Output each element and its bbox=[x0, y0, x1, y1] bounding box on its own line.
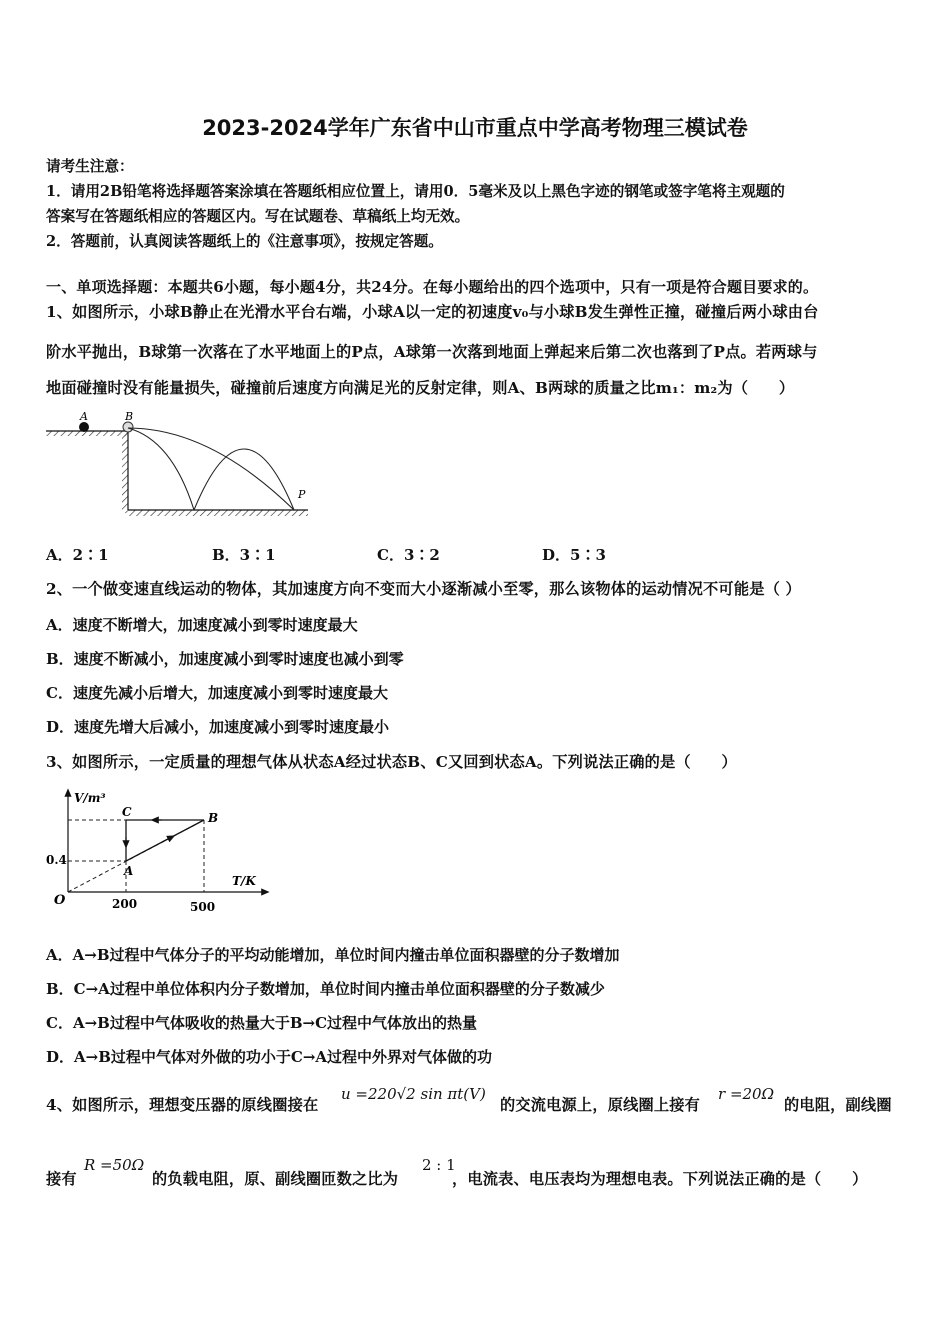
v-axis-label: V/m³ bbox=[74, 791, 106, 805]
ball-a bbox=[79, 422, 89, 432]
q4-formula-ratio: 2 : 1 bbox=[422, 1156, 456, 1174]
q2-option-a: A．速度不断增大，加速度减小到零时速度最大 bbox=[46, 616, 358, 634]
point-a-label: A bbox=[124, 864, 134, 878]
q1-stem-line-3: 地面碰撞时没有能量损失，碰撞前后速度方向满足光的反射定律，则A、B两球的质量之比m₁：m₂为（ ） bbox=[46, 379, 795, 397]
trajectory-a-second bbox=[194, 449, 294, 510]
q1-option-b: B．3∶1 bbox=[212, 546, 276, 564]
q1-option-c: C．3∶2 bbox=[377, 546, 440, 564]
q4-stem-part-2: 的交流电源上，原线圈上接有 bbox=[500, 1096, 701, 1114]
q3-option-d: D．A→B过程中气体对外做的功小于C→A过程中外界对气体做的功 bbox=[46, 1048, 493, 1066]
q3-option-c: C．A→B过程中气体吸收的热量大于B→C过程中气体放出的热量 bbox=[46, 1014, 478, 1032]
label-p: P bbox=[298, 488, 306, 501]
q4-formula-r: r =20Ω bbox=[718, 1085, 775, 1103]
notice-line-2: 答案写在答题纸相应的答题区内。写在试题卷、草稿纸上均无效。 bbox=[46, 208, 470, 225]
ground-hatch bbox=[128, 510, 308, 516]
q3-option-b: B．C→A过程中单位体积内分子数增加，单位时间内撞击单位面积器壁的分子数减少 bbox=[46, 980, 605, 998]
origin-label: O bbox=[54, 893, 66, 908]
label-a: A bbox=[80, 410, 88, 423]
tick-500: 500 bbox=[190, 900, 216, 914]
tick-200: 200 bbox=[112, 897, 138, 911]
trajectory-a-first bbox=[128, 428, 194, 510]
q2-stem: 2、一个做变速直线运动的物体，其加速度方向不变而大小逐渐减小至零，那么该物体的运动情况不可能是（ ） bbox=[46, 580, 801, 598]
q4-formula-load: R =50Ω bbox=[84, 1156, 145, 1174]
q4-stem-part-1: 4、如图所示，理想变压器的原线圈接在 bbox=[46, 1096, 319, 1114]
q4-stem-part-6: ，电流表、电压表均为理想电表。下列说法正确的是（ ） bbox=[452, 1170, 868, 1188]
q3-option-a: A．A→B过程中气体分子的平均动能增加，单位时间内撞击单位面积器壁的分子数增加 bbox=[46, 946, 620, 964]
point-c-label: C bbox=[122, 805, 132, 819]
q4-stem-part-4: 接有 bbox=[46, 1170, 77, 1188]
q3-figure bbox=[44, 782, 274, 917]
notice-line-1: 1．请用2B铅笔将选择题答案涂填在答题纸相应位置上，请用0．5毫米及以上黑色字迹的钢笔或签字笔将主观题的 bbox=[46, 183, 785, 200]
q4-stem-part-5: 的负载电阻，原、副线圈匝数之比为 bbox=[152, 1170, 399, 1188]
page-title: 2023-2024学年广东省中山市重点中学高考物理三模试卷 bbox=[202, 116, 748, 140]
q4-stem-part-3: 的电阻，副线圈 bbox=[784, 1096, 892, 1114]
t-axis-label: T/K bbox=[232, 874, 256, 888]
ball-b bbox=[123, 422, 133, 432]
tick-04: 0.4 bbox=[46, 853, 67, 867]
notice-heading: 请考生注意： bbox=[46, 158, 134, 175]
q2-option-c: C．速度先减小后增大，加速度减小到零时速度最大 bbox=[46, 684, 388, 702]
q4-formula-u: u =220√2 sin πt(V) bbox=[341, 1085, 486, 1103]
q3-stem: 3、如图所示，一定质量的理想气体从状态A经过状态B、C又回到状态A。下列说法正确的是（ ） bbox=[46, 753, 737, 771]
platform-hatch bbox=[46, 431, 128, 436]
wall-hatch bbox=[122, 431, 128, 513]
label-b: B bbox=[125, 410, 134, 423]
notice-line-3: 2．答题前，认真阅读答题纸上的《注意事项》，按规定答题。 bbox=[46, 233, 443, 250]
q1-option-d: D．5∶3 bbox=[542, 546, 606, 564]
q1-figure bbox=[44, 410, 314, 520]
q2-option-d: D．速度先增大后减小，加速度减小到零时速度最小 bbox=[46, 718, 390, 736]
q1-stem-line-2: 阶水平抛出，B球第一次落在了水平地面上的P点，A球第一次落到地面上弹起来后第二次也落到了P点。若两球与 bbox=[46, 343, 818, 361]
q1-option-a: A．2∶1 bbox=[46, 546, 109, 564]
q2-option-b: B．速度不断减小，加速度减小到零时速度也减小到零 bbox=[46, 650, 404, 668]
q1-stem-line-1: 1、如图所示，小球B静止在光滑水平台右端，小球A以一定的初速度v₀与小球B发生弹性正撞，碰撞后两小球由台 bbox=[46, 303, 819, 321]
arrow-a-b bbox=[162, 837, 172, 842]
section-heading: 一、单项选择题：本题共6小题，每小题4分，共24分。在每小题给出的四个选项中，只有一项是符合题目要求的。 bbox=[46, 278, 819, 296]
point-b-label: B bbox=[208, 811, 219, 825]
